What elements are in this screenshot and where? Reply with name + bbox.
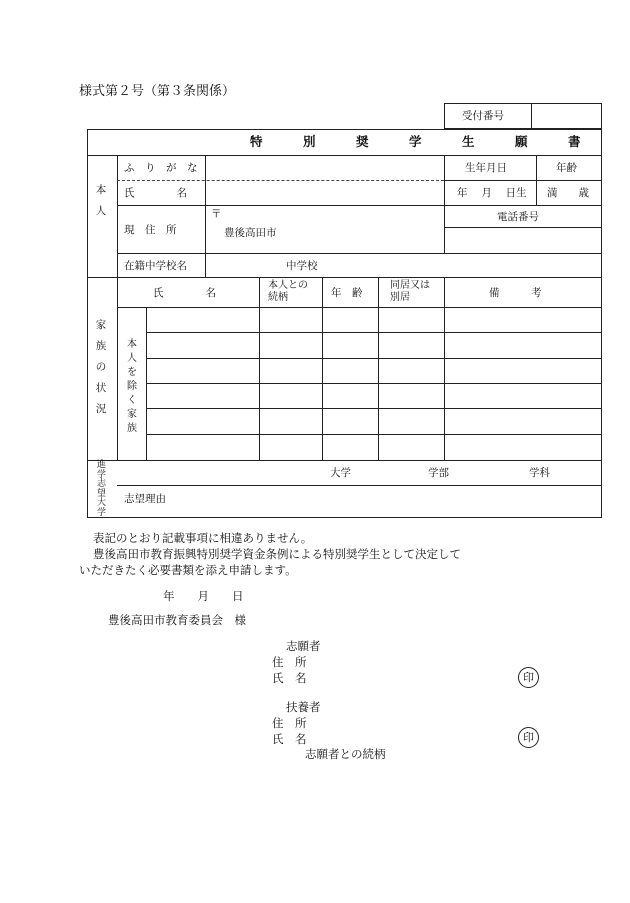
col-relation: 本人との続柄	[268, 280, 308, 303]
age-label: 年齢	[556, 162, 577, 174]
school-value[interactable]: 中学校	[286, 260, 318, 272]
phone-label: 電話番号	[497, 211, 539, 223]
family-row[interactable]	[147, 308, 601, 332]
date-line[interactable]: 年 月 日	[163, 589, 244, 603]
guardian-title: 扶養者	[286, 700, 321, 714]
applicant-name-label: 氏 名	[272, 671, 307, 685]
phone-field[interactable]	[445, 228, 601, 252]
declaration-line1: 表記のとおり記載事項に相違ありません。	[93, 531, 313, 545]
form-id: 様式第２号（第３条関係）	[79, 84, 236, 99]
applicant-title: 志願者	[286, 639, 321, 653]
declaration-line2: 豊後高田市教育振興特別奨学資金条例による特別奨学生として決定して	[93, 547, 461, 561]
family-row[interactable]	[147, 435, 601, 460]
dept-label: 学科	[529, 467, 550, 479]
reception-number-field[interactable]	[532, 104, 601, 128]
family-row[interactable]	[147, 359, 601, 383]
birth-value[interactable]: 年 月 日生	[457, 187, 527, 199]
form-title: 特 別 奨 学 生 願 書	[250, 134, 595, 149]
address-value[interactable]: 豊後高田市	[224, 227, 277, 239]
family-subsection: 本人を除く家族	[127, 339, 137, 434]
applicant-seal-mark: 印	[518, 667, 539, 688]
guardian-seal-mark: 印	[518, 727, 539, 748]
postal-mark: 〒	[211, 208, 222, 220]
reason-label: 志望理由	[124, 493, 166, 505]
declaration-line3: いただきたく必要書類を添え申請します。	[79, 563, 297, 577]
furigana-label: ふ り が な	[124, 162, 198, 174]
reason-field[interactable]	[180, 486, 601, 517]
col-residence: 同居又は別居	[390, 280, 430, 303]
col-age: 年 齢	[331, 287, 363, 299]
family-row[interactable]	[147, 384, 601, 408]
univ-label: 大学	[330, 467, 351, 479]
name-field[interactable]	[206, 181, 443, 204]
col-notes: 備 考	[489, 287, 542, 299]
address-label: 現 住 所	[124, 224, 177, 236]
school-label: 在籍中学校名	[124, 260, 187, 272]
birth-label: 生年月日	[465, 162, 507, 174]
faculty-label: 学部	[428, 467, 449, 479]
reception-label: 受付番号	[462, 110, 504, 122]
applicant-address-label: 住 所	[272, 655, 307, 669]
relation-label: 志願者との続柄	[305, 747, 386, 761]
guardian-name-label: 氏 名	[272, 732, 307, 746]
section-applicant: 本人	[95, 184, 107, 217]
section-family: 家族の状況	[95, 319, 107, 415]
section-university: 進学志望大学	[96, 460, 106, 518]
furigana-field[interactable]	[206, 156, 443, 179]
guardian-address-label: 住 所	[272, 716, 307, 730]
name-label: 氏 名	[124, 187, 187, 199]
age-value[interactable]: 満 歳	[547, 187, 589, 199]
family-row[interactable]	[147, 409, 601, 434]
family-row[interactable]	[147, 333, 601, 358]
university-field[interactable]	[118, 461, 601, 485]
addressee: 豊後高田市教育委員会 様	[108, 613, 246, 627]
col-name: 氏 名	[153, 287, 216, 299]
